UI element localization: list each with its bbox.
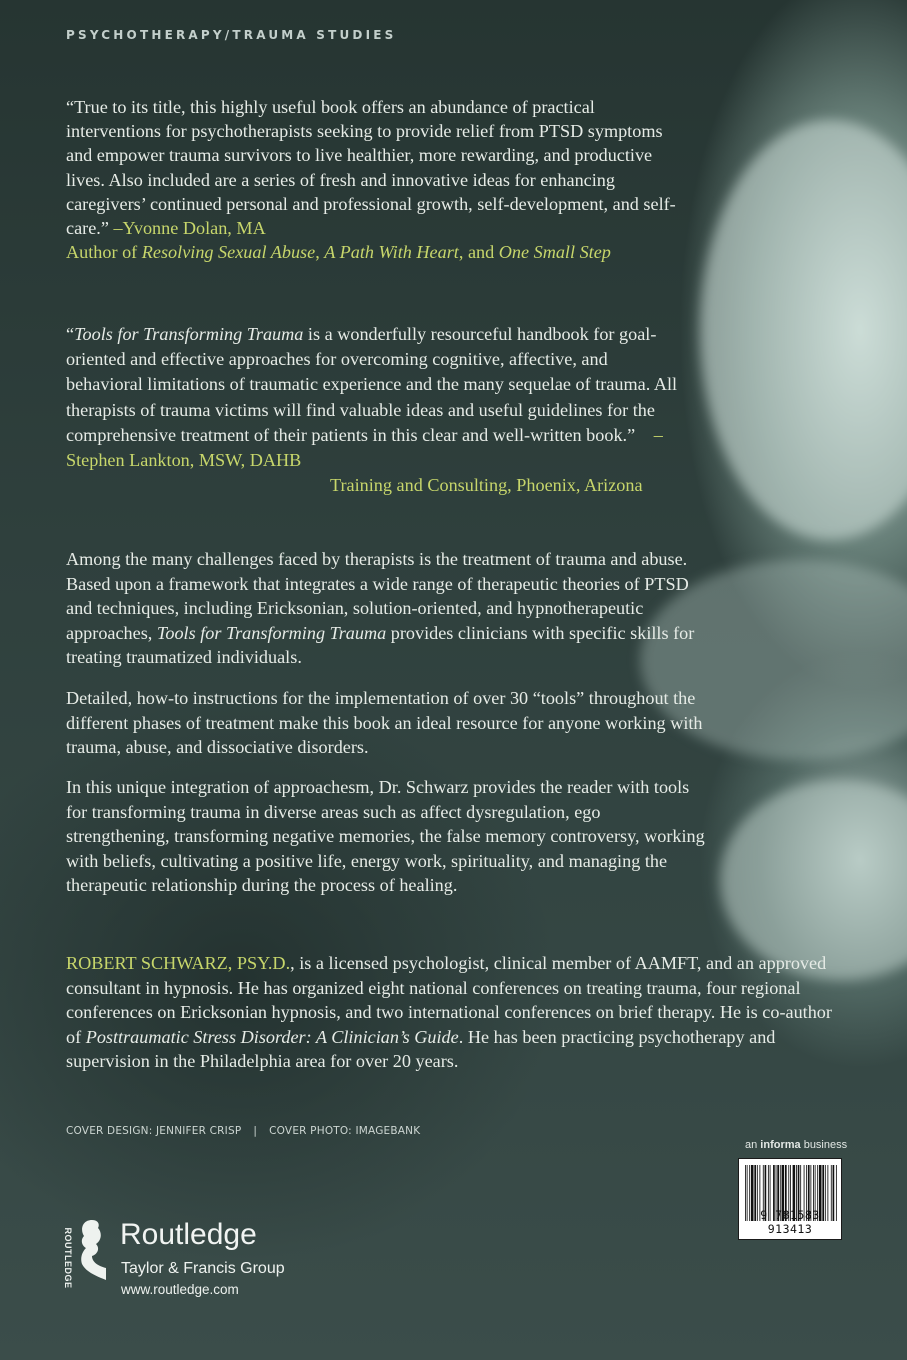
publisher-url[interactable]: www.routledge.com	[121, 1282, 239, 1297]
sep2: , and	[458, 242, 499, 263]
book-small-step: One Small Step	[498, 242, 611, 263]
endorsement-dolan-text: “True to its title, this highly useful book offers an abundance of practical interventions for psychotherapists seeking to provide relief from PTSD symptoms and empower trauma survivors to live healthier, more rewarding, and productive lives. Also included are a series of fresh and innovative ideas for enhancing caregivers’ continued personal and professional growth, self-development, and self-care.”	[66, 97, 676, 239]
endorsement-dolan-role	[66, 242, 611, 262]
routledge-vertical-text: ROUTLEDGE	[63, 1227, 73, 1289]
endorsement-lankton-affiliation: Training and Consulting, Phoenix, Arizona	[330, 475, 643, 496]
author-name: ROBERT SCHWARZ, PSY.D.	[66, 953, 291, 973]
cover-credits	[66, 1125, 420, 1137]
endorsement-lankton-attribution: –Stephen Lankton, MSW, DAHB	[66, 424, 663, 471]
author-bio-book-title: Posttraumatic Stress Disorder: A Clinician’s Guide	[85, 1026, 459, 1047]
lankton-book-title: Tools for Transforming Trauma	[74, 324, 304, 344]
informa-brand: informa	[760, 1139, 801, 1151]
isbn-barcode	[738, 1158, 842, 1240]
sep1: ,	[315, 242, 325, 263]
description-1-before: Among the many challenges faced by therapists is the treatment of trauma and abuse. Based upon a framework that integrates a wide range of therapeutic theories of PTSD and techniques, including Ericksonian, solution-oriented, and hypnotherapeutic approaches,	[66, 549, 689, 643]
credit-separator: |	[253, 1125, 258, 1137]
publisher-group: Taylor & Francis Group	[121, 1260, 285, 1277]
cover-photo-credit: COVER PHOTO: IMAGEBANK	[269, 1125, 421, 1137]
author-bio	[66, 951, 840, 1074]
role-prefix: Author of	[66, 242, 142, 263]
flower-petal-upper	[700, 120, 907, 540]
description-1-after: provides clinicians with specific skills for treating traumatized individuals.	[66, 622, 695, 667]
description-2: Detailed, how-to instructions for the implementation of over 30 “tools” throughout the different phases of treatment make this book an ideal resource for anyone working with trauma, abuse, and dissociative disorders.	[66, 688, 703, 757]
flower-petal-lower	[720, 780, 907, 980]
description-3: In this unique integration of approachesm, Dr. Schwarz provides the reader with tools for transforming trauma in diverse areas such as affect dysregulation, ego strengthening, transforming negative memories, the false memory controversy, working with beliefs, cultivating a positive life, energy work, spirituality, and managing the therapeutic relationship during the process of healing.	[66, 777, 705, 895]
publisher-name: Routledge	[120, 1218, 257, 1251]
routledge-head-logo-icon	[76, 1218, 110, 1282]
endorsement-dolan-attribution: –Yvonne Dolan, MA	[113, 218, 266, 239]
description-1	[66, 547, 706, 670]
isbn-number: 9 781583 913413	[760, 1208, 820, 1236]
cover-design-credit: COVER DESIGN: JENNIFER CRISP	[66, 1125, 242, 1137]
informa-prefix: an	[745, 1139, 761, 1151]
book-path: A Path With Heart	[324, 242, 459, 263]
description-1-book-title: Tools for Transforming Trauma	[156, 622, 387, 643]
endorsement-dolan	[66, 95, 686, 264]
open-quote: “	[66, 324, 75, 344]
book-resolving: Resolving Sexual Abuse	[141, 242, 316, 263]
author-bio-after: . He has been practicing psychotherapy and supervision in the Philadelphia area for over 20 years.	[66, 1026, 776, 1071]
author-bio-before: , is a licensed psychologist, clinical member of AAMFT, and an approved consultant in hypnosis. He has organized eight national conferences on treating trauma, four regional conferences on Ericksonian hypnosis, and two international conferences on brief therapy. He is co-author of	[66, 953, 832, 1047]
series-label: PSYCHOTHERAPY/TRAUMA STUDIES	[66, 28, 397, 42]
endorsement-lankton	[66, 322, 686, 498]
informa-suffix: business	[800, 1139, 848, 1151]
endorsement-lankton-text: is a wonderfully resourceful handbook for goal-oriented and effective approaches for overcoming cognitive, affective, and behavioral limitations of traumatic experience and the many sequelae of trauma. All therapists of trauma victims will find valuable ideas and useful guidelines for the comprehensive treatment of their patients in this clear and well-written book.”	[66, 324, 678, 445]
informa-tagline	[745, 1139, 847, 1151]
